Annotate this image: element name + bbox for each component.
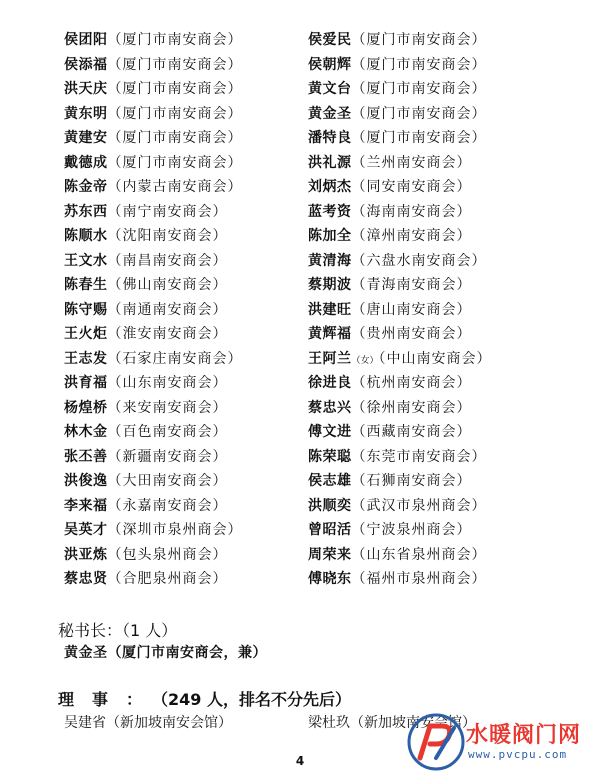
member-entry bbox=[64, 200, 243, 225]
member-organization: （石家庄南安商会） bbox=[107, 350, 243, 367]
member-name: 徐进良 bbox=[308, 375, 352, 391]
member-entry bbox=[308, 200, 492, 225]
secretary-general-heading: 秘书长：（1 人） bbox=[58, 621, 178, 640]
member-entry bbox=[64, 420, 243, 445]
member-organization: （来安南安商会） bbox=[107, 399, 228, 416]
member-organization: （福州市泉州商会） bbox=[351, 571, 487, 587]
member-name: 潘特良 bbox=[308, 130, 352, 146]
member-organization: （东莞市南安商会） bbox=[351, 448, 487, 465]
member-entry bbox=[64, 28, 243, 53]
member-entry bbox=[64, 77, 243, 102]
member-entry bbox=[64, 322, 243, 347]
member-name: 傅晓东 bbox=[308, 571, 352, 587]
member-name: 黄文台 bbox=[308, 81, 352, 97]
directors-label: 理事： bbox=[58, 690, 161, 709]
member-organization: （厦门市南安商会） bbox=[107, 130, 243, 146]
member-organization: （厦门市南安商会） bbox=[351, 105, 487, 122]
member-name: 洪亚炼 bbox=[64, 546, 108, 563]
member-organization: （同安南安商会） bbox=[351, 179, 472, 195]
site-watermark bbox=[404, 712, 596, 774]
member-organization: （西藏南安商会） bbox=[351, 424, 472, 440]
member-entry bbox=[64, 371, 243, 396]
member-organization: （厦门市南安商会） bbox=[351, 56, 487, 73]
member-name: 苏东西 bbox=[64, 203, 108, 220]
directors-heading bbox=[58, 687, 351, 710]
member-name: 陈守赐 bbox=[64, 301, 108, 318]
member-organization: （山东省泉州商会） bbox=[351, 546, 487, 563]
member-name: 张丕善 bbox=[64, 448, 108, 465]
member-name: 蔡忠贤 bbox=[64, 571, 108, 587]
member-organization: （中山南安商会） bbox=[378, 350, 492, 367]
member-entry bbox=[64, 175, 243, 200]
member-name: 洪礼源 bbox=[308, 154, 352, 171]
member-name: 陈金帝 bbox=[64, 179, 108, 195]
member-name: 陈顺水 bbox=[64, 228, 108, 244]
member-name: 洪俊逸 bbox=[64, 473, 108, 489]
directors-count: （249 人，排名不分先后） bbox=[160, 690, 351, 709]
member-organization: （合肥泉州商会） bbox=[107, 571, 228, 587]
member-organization: （唐山南安商会） bbox=[351, 301, 472, 318]
member-organization: （杭州南安商会） bbox=[351, 375, 472, 391]
member-name: 傅文进 bbox=[308, 424, 352, 440]
member-name: 侯添福 bbox=[64, 56, 108, 73]
member-organization: （深圳市泉州商会） bbox=[107, 522, 243, 538]
member-entry bbox=[64, 151, 243, 176]
member-entry bbox=[64, 567, 243, 592]
member-organization: （内蒙古南安商会） bbox=[107, 179, 243, 195]
member-entry bbox=[308, 249, 492, 274]
member-name: 曾昭活 bbox=[308, 522, 352, 538]
member-entry bbox=[64, 249, 243, 274]
pv-logo-icon bbox=[406, 712, 466, 772]
member-organization: （宁波泉州商会） bbox=[351, 522, 472, 538]
member-name: 陈春生 bbox=[64, 277, 108, 293]
member-organization: （永嘉南安商会） bbox=[107, 497, 228, 514]
member-entry bbox=[64, 445, 243, 470]
member-name: 杨煌桥 bbox=[64, 399, 108, 416]
member-organization: （百色南安商会） bbox=[107, 424, 228, 440]
member-name: 林木金 bbox=[64, 424, 108, 440]
member-organization: （厦门市南安商会） bbox=[351, 81, 487, 97]
member-name: 蓝考资 bbox=[308, 203, 352, 220]
watermark-url: www.pvcpu.com bbox=[468, 748, 568, 761]
member-name: 李来福 bbox=[64, 497, 108, 514]
member-entry bbox=[64, 224, 243, 249]
member-entry bbox=[308, 77, 492, 102]
member-entry bbox=[64, 102, 243, 127]
member-organization: （厦门市南安商会） bbox=[107, 32, 243, 48]
member-name: 侯志雄 bbox=[308, 473, 352, 489]
member-organization: （南昌南安商会） bbox=[107, 252, 228, 269]
member-organization: （包头泉州商会） bbox=[107, 546, 228, 563]
member-organization: （兰州南安商会） bbox=[351, 154, 472, 171]
member-name: 洪建旺 bbox=[308, 301, 352, 318]
member-entry bbox=[64, 298, 243, 323]
member-entry bbox=[64, 494, 243, 519]
member-name: 侯爱民 bbox=[308, 32, 352, 48]
member-organization: （海南南安商会） bbox=[351, 203, 472, 220]
member-entry bbox=[64, 518, 243, 543]
member-note: （女） bbox=[351, 355, 379, 366]
member-name: 洪天庆 bbox=[64, 81, 108, 97]
member-name: 周荣来 bbox=[308, 546, 352, 563]
member-name: 蔡期波 bbox=[308, 277, 352, 293]
member-entry bbox=[308, 102, 492, 127]
director-entry: 吴建省（新加坡南安会馆） bbox=[64, 715, 232, 731]
member-organization: （南宁南安商会） bbox=[107, 203, 228, 220]
member-organization: （新疆南安商会） bbox=[107, 448, 228, 465]
member-name: 黄清海 bbox=[308, 252, 352, 269]
secretary-general-member: 黄金圣（厦门市南安商会，兼） bbox=[64, 645, 267, 661]
member-entry bbox=[308, 445, 492, 470]
member-entry bbox=[308, 494, 492, 519]
member-entry bbox=[308, 420, 492, 445]
member-entry bbox=[308, 53, 492, 78]
member-entry bbox=[308, 273, 492, 298]
director-entry: 梁杜玖（新加坡南安会馆） bbox=[308, 715, 476, 731]
member-entry bbox=[308, 567, 492, 592]
member-organization: （厦门市南安商会） bbox=[107, 56, 243, 73]
member-entry bbox=[308, 175, 492, 200]
member-name: 陈荣聪 bbox=[308, 448, 352, 465]
member-entry bbox=[64, 273, 243, 298]
member-name: 黄建安 bbox=[64, 130, 108, 146]
member-entry bbox=[308, 371, 492, 396]
member-name: 吴英才 bbox=[64, 522, 108, 538]
member-organization: （山东南安商会） bbox=[107, 375, 228, 391]
member-organization: （漳州南安商会） bbox=[351, 228, 472, 244]
member-entry bbox=[308, 126, 492, 151]
member-organization: （石狮南安商会） bbox=[351, 473, 472, 489]
member-name: 王志发 bbox=[64, 350, 108, 367]
member-entry bbox=[308, 396, 492, 421]
member-name: 戴德成 bbox=[64, 154, 108, 171]
member-organization: （厦门市南安商会） bbox=[351, 130, 487, 146]
member-organization: （厦门市南安商会） bbox=[351, 32, 487, 48]
member-organization: （佛山南安商会） bbox=[107, 277, 228, 293]
member-organization: （南通南安商会） bbox=[107, 301, 228, 318]
member-name: 黄金圣 bbox=[308, 105, 352, 122]
member-name: 王文水 bbox=[64, 252, 108, 269]
member-name: 刘炳杰 bbox=[308, 179, 352, 195]
member-name: 陈加全 bbox=[308, 228, 352, 244]
member-organization: （武汉市泉州商会） bbox=[351, 497, 487, 514]
member-name: 洪育福 bbox=[64, 375, 108, 391]
member-entry bbox=[308, 298, 492, 323]
member-name: 王阿兰 bbox=[308, 350, 352, 367]
member-entry bbox=[64, 347, 243, 372]
page-number: 4 bbox=[295, 754, 305, 768]
member-name: 黄东明 bbox=[64, 105, 108, 122]
member-organization: （沈阳南安商会） bbox=[107, 228, 228, 244]
watermark-text: 水暖阀门网 bbox=[466, 723, 582, 748]
member-organization: （厦门市南安商会） bbox=[107, 154, 243, 171]
member-entry bbox=[308, 224, 492, 249]
member-entry bbox=[308, 347, 492, 372]
member-entry bbox=[308, 543, 492, 568]
member-organization: （六盘水南安商会） bbox=[351, 252, 487, 269]
member-name: 蔡忠兴 bbox=[308, 399, 352, 416]
right-member-column bbox=[308, 28, 492, 592]
member-entry bbox=[64, 469, 243, 494]
member-name: 侯朝辉 bbox=[308, 56, 352, 73]
left-member-column bbox=[64, 28, 243, 592]
member-entry bbox=[64, 543, 243, 568]
member-entry bbox=[308, 322, 492, 347]
member-entry bbox=[64, 396, 243, 421]
member-organization: （厦门市南安商会） bbox=[107, 81, 243, 97]
member-organization: （淮安南安商会） bbox=[107, 326, 228, 342]
member-entry bbox=[308, 518, 492, 543]
member-name: 洪顺奕 bbox=[308, 497, 352, 514]
member-entry bbox=[64, 126, 243, 151]
member-organization: （厦门市南安商会） bbox=[107, 105, 243, 122]
member-entry bbox=[308, 469, 492, 494]
member-organization: （青海南安商会） bbox=[351, 277, 472, 293]
member-organization: （徐州南安商会） bbox=[351, 399, 472, 416]
member-entry bbox=[308, 151, 492, 176]
member-entry bbox=[64, 53, 243, 78]
member-name: 侯团阳 bbox=[64, 32, 108, 48]
member-name: 王火炬 bbox=[64, 326, 108, 342]
member-organization: （大田南安商会） bbox=[107, 473, 228, 489]
member-organization: （贵州南安商会） bbox=[351, 326, 472, 342]
member-entry bbox=[308, 28, 492, 53]
member-name: 黄辉福 bbox=[308, 326, 352, 342]
